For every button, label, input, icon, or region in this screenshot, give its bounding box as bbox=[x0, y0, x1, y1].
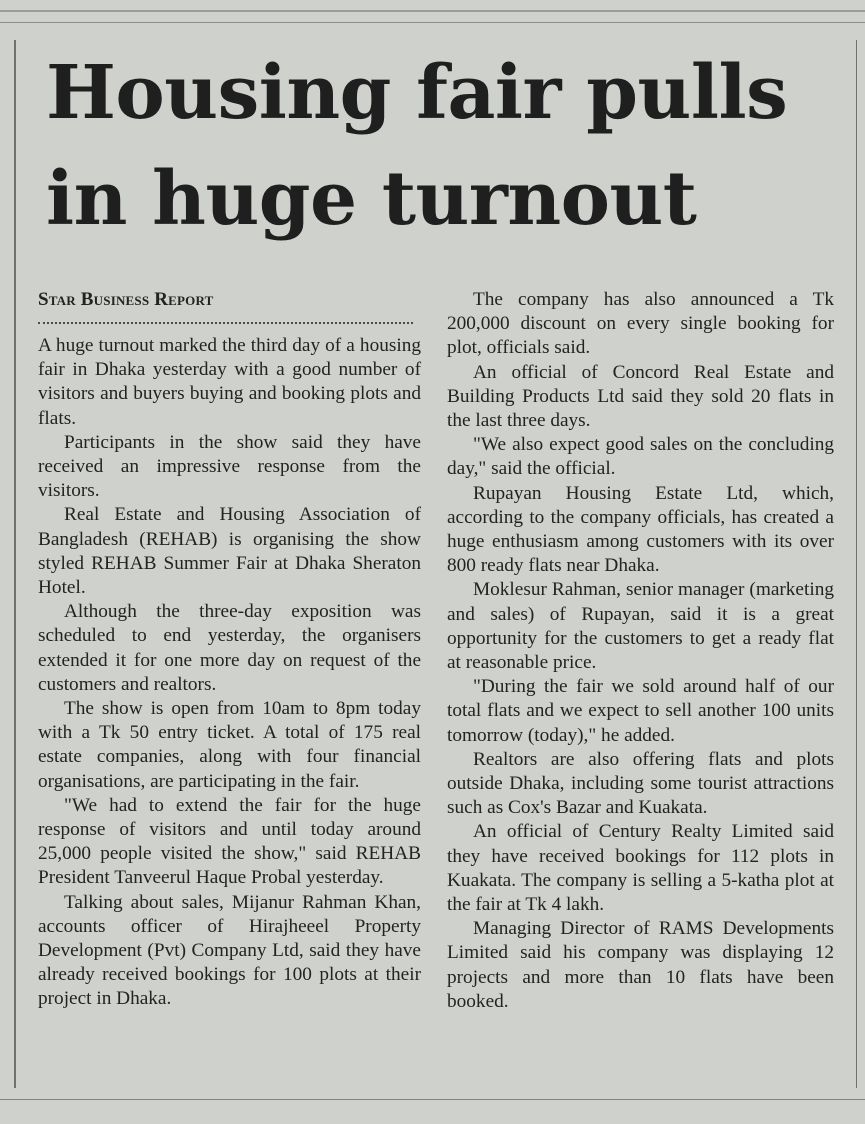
headline-line-1: Housing fair pulls bbox=[46, 50, 788, 136]
paragraph: The company has also announced a Tk 200,000 discount on every single booking for plot, officials said. bbox=[447, 289, 834, 359]
headline-line-2: in huge turnout bbox=[46, 156, 697, 242]
paragraph: Moklesur Rahman, senior manager (marketing and sales) of Rupayan, said it is a great opportunity for the customers to get a ready flat at reasonable price. bbox=[447, 579, 834, 674]
paragraph: Rupayan Housing Estate Ltd, which, according to the company officials, has created a huge enthusiasm among customers with its over 800 ready flats near Dhaka. bbox=[447, 482, 834, 577]
paragraph: "We also expect good sales on the concluding day," said the official. bbox=[447, 434, 834, 480]
paragraph: The show is open from 10am to 8pm today with a Tk 50 entry ticket. A total of 175 real estate companies, along with four financial organisations, are participating in the fair. bbox=[38, 698, 421, 792]
left-column-rule bbox=[14, 40, 16, 1088]
paragraph: "We had to extend the fair for the huge response of visitors and until today around 25,000 people visited the show," said REHAB President Tanveerul Haque Probal yesterday. bbox=[38, 794, 421, 889]
byline: Star Business Report bbox=[38, 289, 214, 310]
paragraph: Managing Director of RAMS Developments Limited said his company was displaying 12 projects and more than 10 flats have been booked. bbox=[447, 918, 834, 1012]
top-rule bbox=[0, 10, 865, 12]
paragraph: Participants in the show said they have received an impressive response from the visitors. bbox=[38, 431, 421, 502]
article-column-right bbox=[447, 288, 834, 1014]
byline-divider bbox=[38, 322, 413, 324]
article-column-left bbox=[38, 288, 421, 1012]
paragraph: A huge turnout marked the third day of a housing fair in Dhaka yesterday with a good number of visitors and buyers buying and booking plots and flats. bbox=[38, 335, 421, 429]
bottom-rule bbox=[0, 1099, 865, 1101]
paragraph: An official of Concord Real Estate and Building Products Ltd said they sold 20 flats in the last three days. bbox=[447, 361, 834, 432]
paragraph: Real Estate and Housing Association of Bangladesh (REHAB) is organising the show styled REHAB Summer Fair at Dhaka Sheraton Hotel. bbox=[38, 504, 421, 599]
top-rule-thin bbox=[0, 22, 865, 23]
paragraph: Realtors are also offering flats and plots outside Dhaka, including some tourist attractions such as Cox's Bazar and Kuakata. bbox=[447, 748, 834, 819]
right-column-rule bbox=[856, 40, 858, 1088]
paragraph: "During the fair we sold around half of our total flats and we expect to sell another 100 units tomorrow (today)," he added. bbox=[447, 676, 834, 746]
paragraph: An official of Century Realty Limited said they have received bookings for 112 plots in Kuakata. The company is selling a 5-katha plot at the fair at Tk 4 lakh. bbox=[447, 821, 834, 916]
paragraph: Talking about sales, Mijanur Rahman Khan, accounts officer of Hirajheeel Property Development (Pvt) Company Ltd, said they have already received bookings for 100 plots at their project in Dhaka. bbox=[38, 891, 421, 1010]
headline bbox=[46, 40, 846, 252]
paragraph: Although the three-day exposition was scheduled to end yesterday, the organisers extended it for one more day on request of the customers and realtors. bbox=[38, 601, 421, 695]
